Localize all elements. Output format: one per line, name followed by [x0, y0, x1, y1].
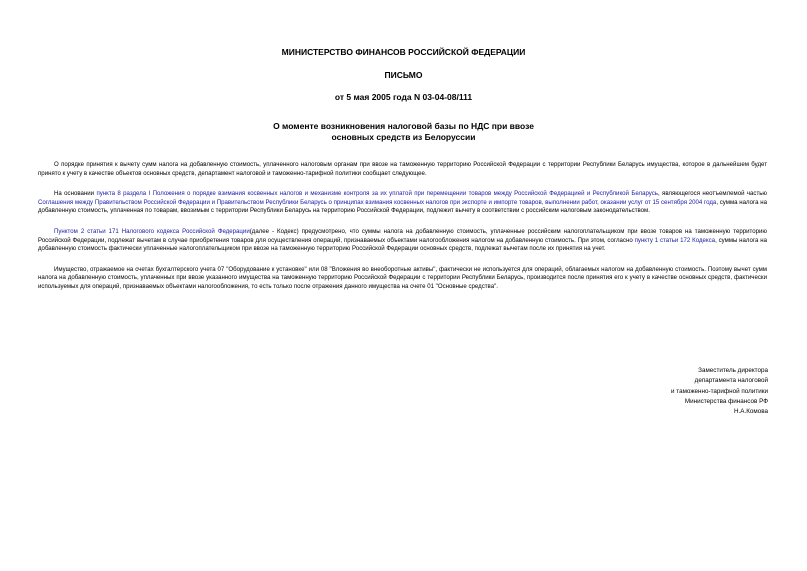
- paragraph-2-text-3: , сумма налога на добавленную стоимость, уплаченная по товарам, ввозимым с территории Республики Беларусь на территорию Российской Федерации, подлежит вычету в соответствии с российским налоговым законодательством.: [38, 198, 767, 215]
- signature-line-1: Заместитель директора: [698, 367, 768, 374]
- link-agreement-2004[interactable]: Соглашения между Правительством Российской Федерации и Правительством Республики Беларусь о принципах взимания косвенных налогов при экспорте и импорте товаров, выполнении работ, оказании услуг от 15 сентября 2004 года: [38, 198, 717, 206]
- document-type: ПИСЬМО: [384, 70, 423, 80]
- paragraph-2-text-1: На основании: [54, 190, 97, 198]
- link-article-172[interactable]: пункту 1 статьи 172 Кодекса: [634, 236, 716, 244]
- signature-name: Н.А.Комова: [733, 408, 768, 416]
- paragraph-2: [38, 190, 767, 216]
- paragraph-3-text-1: (далее - Кодекс) предусмотрено, что суммы налога на добавленную стоимость, уплаченные российским налогоплательщиком при ввозе товаров на таможенную территорию Российской Федерации, подлежат вычетам в случае приобретения товаров для осуществления операций, признаваемых объектами налогообложения налогом на добавленную стоимость. При этом, согласно: [38, 227, 768, 244]
- signature-block: [671, 366, 768, 417]
- paragraph-3: [38, 228, 767, 254]
- link-clause-8-regulation[interactable]: пункта 8 раздела I Положения о порядке взимания косвенных налогов и механизме контроля за их уплатой при перемещении товаров между Российской Федерацией и Республикой Беларусь: [96, 190, 658, 198]
- document-date-number: от 5 мая 2005 года N 03-04-08/111: [334, 92, 473, 102]
- subject-line-2: основных средств из Белоруссии: [331, 131, 476, 142]
- signature-line-2: департамента налоговой: [694, 377, 768, 385]
- link-article-171[interactable]: Пунктом 2 статьи 171 Налогового кодекса Российской Федерации: [54, 227, 250, 235]
- paragraph-3-text-2: , суммы налога на добавленную стоимость фактически уплаченные налогоплательщиком при ввозе на таможенную территорию Российской Федерации основных средств, подлежат вычетам после их принятия на учет.: [38, 236, 767, 253]
- paragraph-1: О порядке принятия к вычету сумм налога на добавленную стоимость, уплаченного налоговым органам при ввозе на таможенную территорию Российской Федерации с территории Республики Беларусь имущества, которое в дальнейшем будет принято к учету в качестве объектов основных средств, департамент налоговой и таможенно-тарифной политики сообщает следующее.: [38, 161, 767, 177]
- ministry-name: МИНИСТЕРСТВО ФИНАНСОВ РОССИЙСКОЙ ФЕДЕРАЦИИ: [281, 47, 526, 57]
- paragraph-2-text-2: , являющегося неотъемлемой частью: [657, 190, 768, 198]
- paragraph-4: Имущество, отражаемое на счетах бухгалтерского учета 07 "Оборудование к установке" или 08 "Вложения во внеоборотные активы", фактически не используется для операций, облагаемых налогом на добавленную стоимость. Поэтому вычет сумм налога на добавленную стоимость, уплаченных при ввозе указанного имущества на таможенную территорию Российской Федерации с территории Республики Беларусь, производится после принятия его к учету в качестве основных средств, фактически используемых для операций, признаваемых объектами налогообложения, то есть только после отражения данного имущества на счете 01 "Основные средства".: [38, 265, 767, 290]
- subject-line-1: О моменте возникновения налоговой базы по НДС при ввозе: [273, 121, 534, 131]
- signature-line-4: Министерства финансов РФ: [684, 397, 768, 405]
- document-body: [38, 161, 767, 304]
- signature-line-3: и таможенно-тарифной политики: [670, 387, 768, 395]
- document-subject: [0, 121, 807, 142]
